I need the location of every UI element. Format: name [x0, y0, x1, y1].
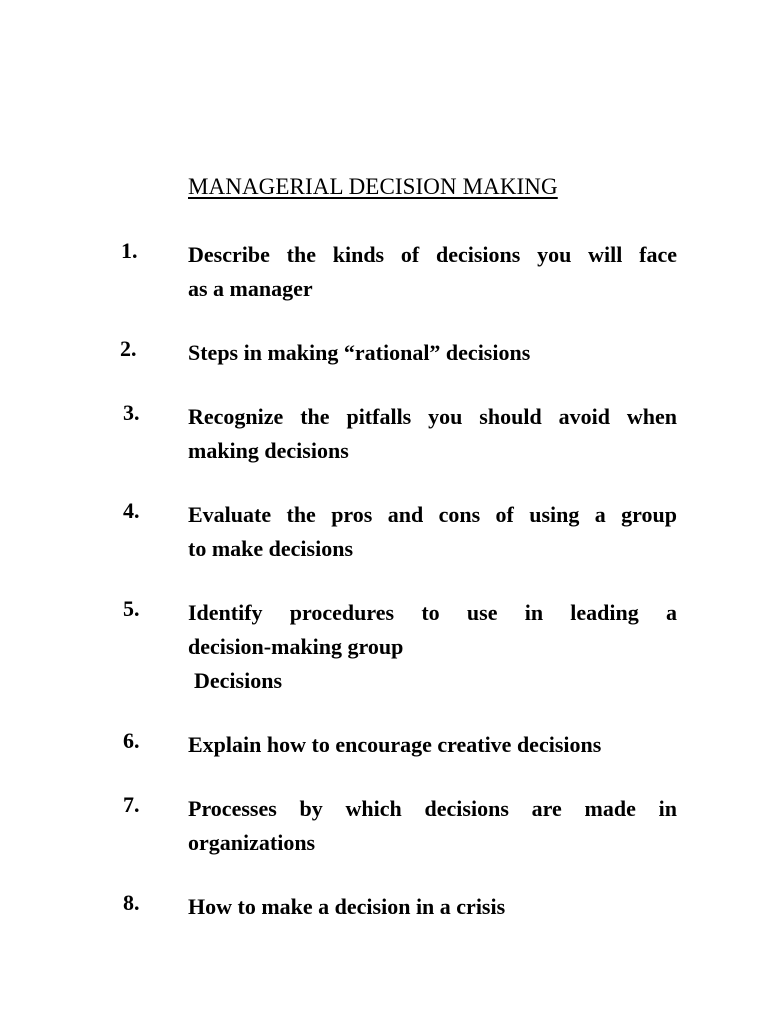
item-text — [188, 238, 677, 306]
document-title: MANAGERIAL DECISION MAKING — [188, 174, 558, 199]
item-line: Steps in making “rational” decisions — [188, 340, 531, 365]
item-number: 7. — [123, 792, 140, 817]
item-line: Identify procedures to use in leading a — [188, 600, 677, 625]
item-line: to make decisions — [188, 536, 353, 561]
item-line: How to make a decision in a crisis — [188, 894, 506, 919]
item-text — [188, 596, 677, 698]
item-line: making decisions — [188, 438, 349, 463]
item-line: Evaluate the pros and cons of using a group — [188, 502, 677, 527]
item-number: 5. — [123, 596, 140, 621]
item-text — [188, 498, 677, 566]
item-number: 4. — [123, 498, 140, 523]
item-line: Explain how to encourage creative decisions — [188, 732, 602, 757]
item-number: 2. — [120, 336, 137, 361]
item-text — [188, 728, 601, 762]
item-text — [188, 336, 530, 370]
item-line: decision-making group — [188, 634, 404, 659]
item-line: Processes by which decisions are made in — [188, 796, 677, 821]
item-text — [188, 890, 505, 924]
item-number: 3. — [123, 400, 140, 425]
item-number: 6. — [123, 728, 140, 753]
item-line: Describe the kinds of decisions you will face — [188, 242, 677, 267]
item-text — [188, 792, 677, 860]
item-text — [188, 400, 677, 468]
item-line: as a manager — [188, 276, 313, 301]
item-subline: Decisions — [194, 668, 282, 693]
item-number: 8. — [123, 890, 140, 915]
item-number: 1. — [121, 238, 138, 263]
item-line: Recognize the pitfalls you should avoid when — [188, 404, 677, 429]
item-line: organizations — [188, 830, 316, 855]
